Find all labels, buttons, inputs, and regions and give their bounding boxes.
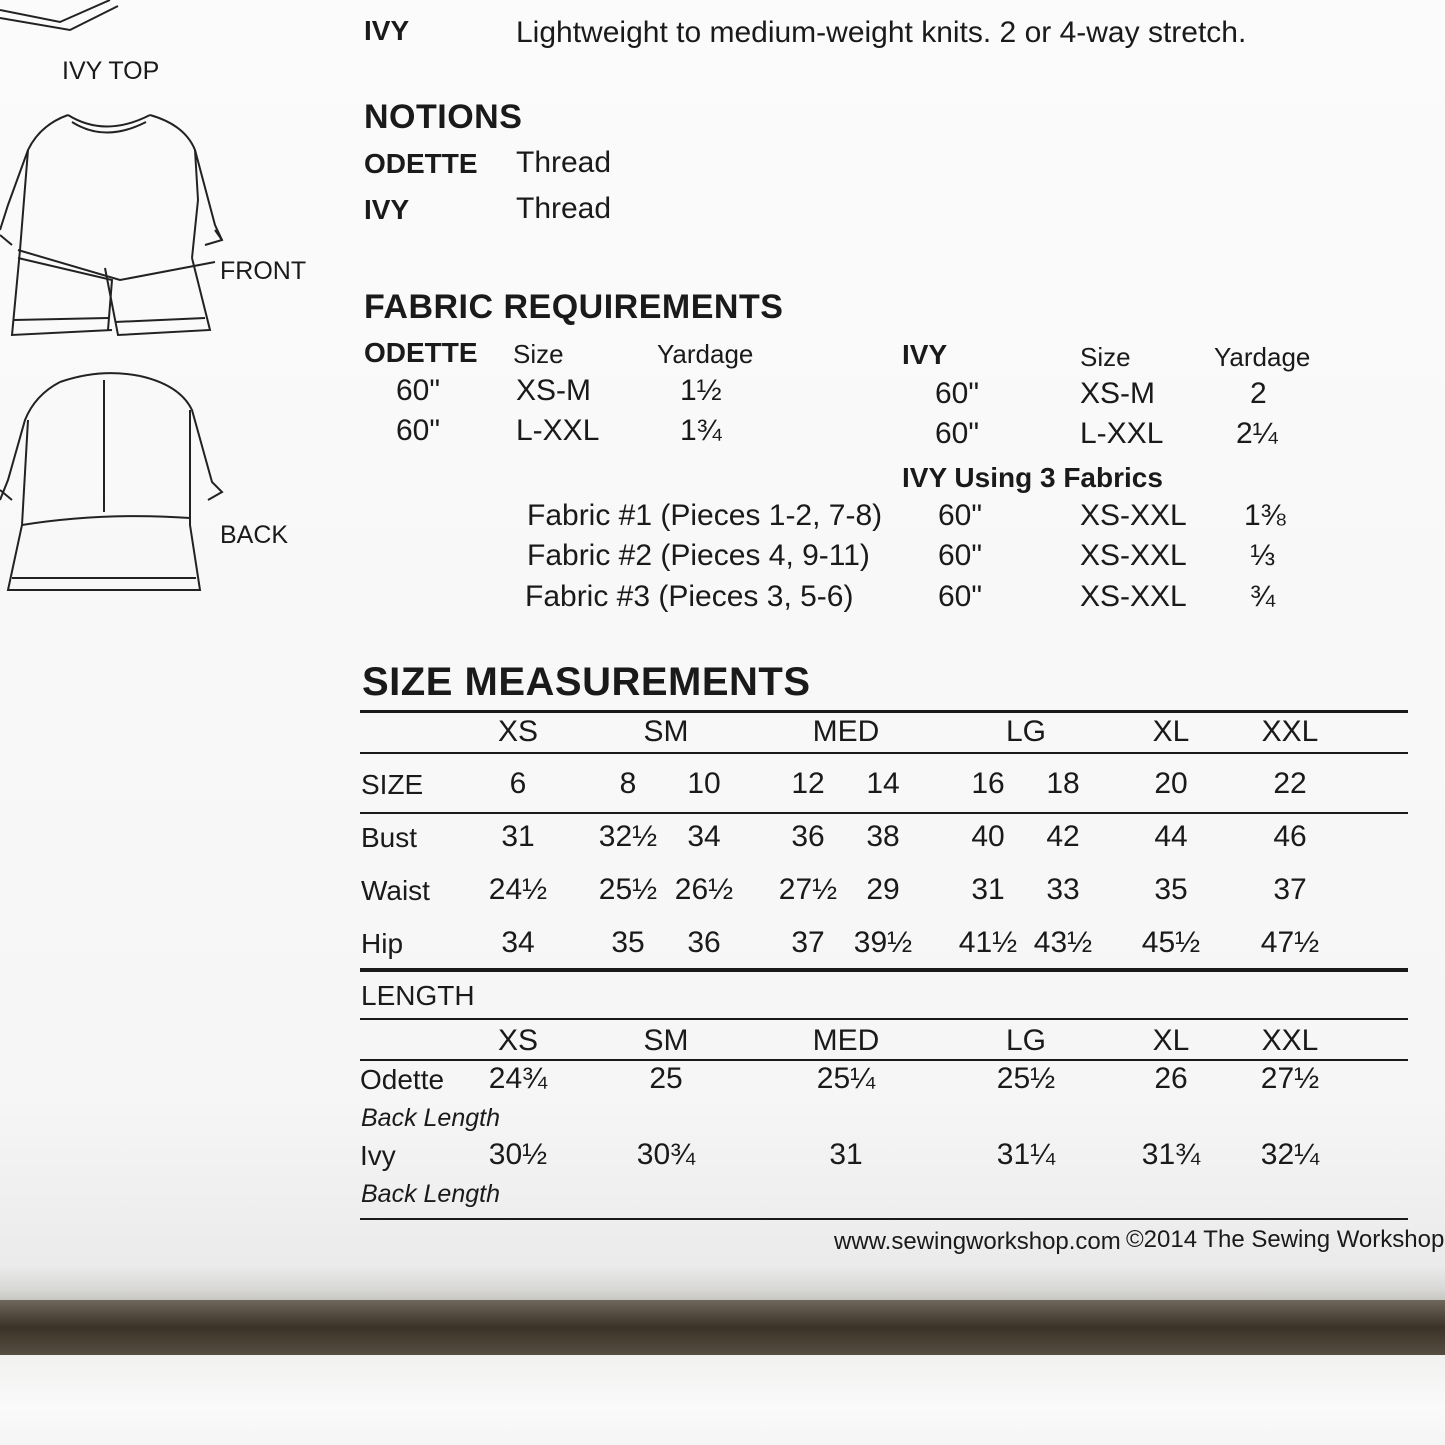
- notions-heading: NOTIONS: [364, 98, 523, 136]
- back-label: BACK: [220, 521, 289, 549]
- size-cell: 16: [971, 767, 1005, 800]
- bust-cell: 46: [1273, 820, 1307, 853]
- fr-ivy3-row3-width: 60": [938, 580, 983, 613]
- length-group-med: MED: [812, 1024, 880, 1057]
- size-group-xxl: XXL: [1261, 715, 1319, 748]
- length-group-sm: SM: [643, 1024, 689, 1057]
- hip-cell: 34: [501, 926, 535, 959]
- ivy-length-cell: 32¼: [1260, 1138, 1320, 1171]
- fr-ivy3-row2-yardage: ⅓: [1250, 539, 1276, 572]
- odette-length-cell: 25½: [996, 1062, 1056, 1095]
- ivy-length-cell: 30½: [488, 1138, 548, 1171]
- length-odette-sublabel: Back Length: [361, 1104, 500, 1132]
- hip-cell: 41½: [958, 926, 1018, 959]
- fr-ivy3-row1-width: 60": [938, 499, 983, 532]
- length-rule-top: [360, 1018, 1408, 1020]
- fabrics-ivy-text: Lightweight to medium-weight knits. 2 or 4-way stretch.: [516, 16, 1247, 49]
- odette-length-cell: 24¾: [488, 1062, 548, 1095]
- waist-cell: 29: [866, 873, 900, 906]
- size-group-sm: SM: [643, 715, 689, 748]
- hip-cell: 47½: [1260, 926, 1320, 959]
- notions-odette-value: Thread: [516, 146, 612, 179]
- fabrics-ivy-label: IVY: [364, 15, 410, 46]
- size-group-xs: XS: [497, 715, 539, 748]
- fr-ivy-size-header: Size: [1080, 342, 1131, 372]
- bust-cell: 32½: [598, 820, 658, 853]
- fr-ivy-label: IVY: [902, 339, 948, 370]
- row-size-label: SIZE: [361, 769, 424, 800]
- waist-cell: 25½: [598, 873, 658, 906]
- length-ivy-sublabel: Back Length: [361, 1180, 500, 1208]
- hip-cell: 39½: [853, 926, 913, 959]
- fr-ivy-row2-size: L-XXL: [1080, 417, 1164, 450]
- row-bust-label: Bust: [361, 822, 418, 853]
- size-cell: 18: [1046, 767, 1080, 800]
- odette-length-cell: 25: [649, 1062, 683, 1095]
- fr-odette-yardage-header: Yardage: [657, 339, 754, 369]
- fr-ivy3-row1-size: XS-XXL: [1080, 499, 1187, 532]
- table-rule-size: [360, 812, 1408, 814]
- fr-ivy3-row1-label: Fabric #1 (Pieces 1-2, 7-8): [527, 499, 883, 532]
- size-group-med: MED: [812, 715, 880, 748]
- size-cell: 22: [1273, 767, 1307, 800]
- table-rule-bottom: [360, 1218, 1408, 1220]
- front-sketch: [0, 115, 222, 335]
- ivy-length-cell: 31: [829, 1138, 863, 1171]
- fr-odette-size-header: Size: [513, 339, 564, 369]
- fr-odette-row2-width: 60": [396, 414, 441, 447]
- length-rule-header: [360, 1059, 1408, 1061]
- bust-cell: 42: [1046, 820, 1080, 853]
- fr-ivy3-row2-size: XS-XXL: [1080, 539, 1187, 572]
- waist-cell: 26½: [674, 873, 734, 906]
- notions-ivy-label: IVY: [364, 194, 410, 225]
- front-label: FRONT: [220, 257, 307, 285]
- size-cell: 20: [1154, 767, 1188, 800]
- waist-cell: 35: [1154, 873, 1188, 906]
- fr-ivy3-row2-label: Fabric #2 (Pieces 4, 9-11): [527, 539, 870, 572]
- fr-odette-row1-width: 60": [396, 374, 441, 407]
- length-group-lg: LG: [1005, 1024, 1047, 1057]
- size-group-xl: XL: [1152, 715, 1190, 748]
- hip-cell: 36: [687, 926, 721, 959]
- bust-cell: 40: [971, 820, 1005, 853]
- odette-length-cell: 25¼: [816, 1062, 876, 1095]
- row-waist-label: Waist: [361, 875, 430, 906]
- fabric-requirements-heading: FABRIC REQUIREMENTS: [364, 288, 784, 326]
- back-sketch: [0, 373, 222, 590]
- waist-cell: 33: [1046, 873, 1080, 906]
- background-surface: [0, 1355, 1445, 1445]
- size-cell: 14: [866, 767, 900, 800]
- table-rule-header: [360, 752, 1408, 754]
- bust-cell: 36: [791, 820, 825, 853]
- length-group-xxl: XXL: [1261, 1024, 1319, 1057]
- fr-ivy-yardage-header: Yardage: [1214, 342, 1311, 372]
- length-group-xs: XS: [497, 1024, 539, 1057]
- fr-odette-row1-yardage: 1½: [680, 374, 722, 407]
- odette-length-cell: 26: [1154, 1062, 1188, 1095]
- notions-odette-label: ODETTE: [364, 148, 478, 179]
- waist-cell: 27½: [778, 873, 838, 906]
- fr-ivy3-row1-yardage: 1⅜: [1244, 499, 1286, 532]
- fr-odette-row1-size: XS-M: [516, 374, 591, 407]
- fr-ivy3-row3-yardage: ¾: [1250, 580, 1276, 613]
- footer-website: www.sewingworkshop.com: [834, 1228, 1121, 1255]
- waist-cell: 24½: [488, 873, 548, 906]
- waist-cell: 37: [1273, 873, 1307, 906]
- hip-cell: 45½: [1141, 926, 1201, 959]
- length-ivy-label: Ivy: [360, 1140, 396, 1171]
- fr-ivy-row1-size: XS-M: [1080, 377, 1155, 410]
- fr-ivy3-title: IVY Using 3 Fabrics: [902, 462, 1163, 493]
- ivy-top-label: IVY TOP: [62, 57, 160, 85]
- bust-cell: 44: [1154, 820, 1188, 853]
- ivy-length-cell: 31¾: [1141, 1138, 1201, 1171]
- garment-sketches: [0, 0, 240, 610]
- length-heading: LENGTH: [361, 980, 475, 1011]
- hip-cell: 43½: [1033, 926, 1093, 959]
- fr-ivy-row2-yardage: 2¼: [1236, 417, 1278, 450]
- fr-ivy3-row3-size: XS-XXL: [1080, 580, 1187, 613]
- ivy-top-sketch-fragment: [0, 0, 118, 30]
- bust-cell: 38: [866, 820, 900, 853]
- table-rule-thick: [360, 968, 1408, 972]
- hip-cell: 35: [611, 926, 645, 959]
- size-cell: 12: [791, 767, 825, 800]
- fr-odette-label: ODETTE: [364, 337, 478, 368]
- size-group-lg: LG: [1005, 715, 1047, 748]
- envelope-edge: [0, 1300, 1445, 1360]
- size-cell: 8: [619, 767, 637, 800]
- bust-cell: 34: [687, 820, 721, 853]
- fr-ivy-row1-width: 60": [935, 377, 980, 410]
- length-odette-label: Odette: [360, 1064, 445, 1095]
- size-measurements-heading: SIZE MEASUREMENTS: [362, 660, 811, 704]
- footer-copyright: ©2014 The Sewing Workshop: [1126, 1226, 1445, 1253]
- row-hip-label: Hip: [361, 928, 404, 959]
- size-cell: 10: [687, 767, 721, 800]
- waist-cell: 31: [971, 873, 1005, 906]
- fr-ivy-row1-yardage: 2: [1250, 377, 1267, 410]
- notions-ivy-value: Thread: [516, 192, 612, 225]
- ivy-length-cell: 31¼: [996, 1138, 1056, 1171]
- odette-length-cell: 27½: [1260, 1062, 1320, 1095]
- length-group-xl: XL: [1152, 1024, 1190, 1057]
- fr-ivy3-row2-width: 60": [938, 539, 983, 572]
- ivy-length-cell: 30¾: [636, 1138, 696, 1171]
- fr-odette-row2-size: L-XXL: [516, 414, 600, 447]
- fr-ivy-row2-width: 60": [935, 417, 980, 450]
- bust-cell: 31: [501, 820, 535, 853]
- fr-ivy3-row3-label: Fabric #3 (Pieces 3, 5-6): [525, 580, 854, 613]
- size-cell: 6: [509, 767, 527, 800]
- fr-odette-row2-yardage: 1¾: [680, 414, 722, 447]
- hip-cell: 37: [791, 926, 825, 959]
- table-rule-top: [360, 710, 1408, 713]
